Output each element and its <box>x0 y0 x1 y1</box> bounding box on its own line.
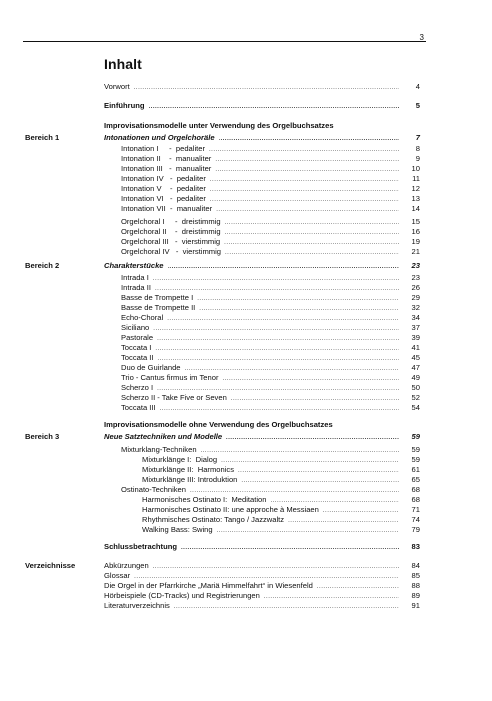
toc-leader-dots <box>216 205 399 215</box>
toc-entry-page: 4 <box>415 82 420 91</box>
toc-entry-title: Mixturklänge I: Dialog <box>142 455 218 464</box>
section-label-bereich-2: Bereich 2 <box>25 261 60 270</box>
toc-entry-title: Echo-Choral <box>121 313 164 322</box>
toc-entry[interactable] <box>121 303 420 313</box>
toc-entry[interactable] <box>104 133 420 143</box>
toc-entry[interactable] <box>104 561 420 571</box>
toc-entry-title: Scherzo II - Take Five or Seven <box>121 393 227 402</box>
toc-entry-page: 68 <box>411 495 420 504</box>
toc-entry-page: 8 <box>415 144 420 153</box>
toc-entry-page: 23 <box>411 273 420 282</box>
page-title: Inhalt <box>104 56 142 72</box>
toc-entry-page: 7 <box>415 133 420 142</box>
toc-entry-title: Intonation V - pedaliter <box>121 184 206 193</box>
toc-entry-title: Intonationen und Orgelchoräle <box>104 133 215 142</box>
toc-entry-title: Intonation VII - manualiter <box>121 204 213 213</box>
toc-entry-page: 39 <box>411 333 420 342</box>
toc-entry-page: 74 <box>411 515 420 524</box>
toc-leader-dots <box>225 248 399 258</box>
toc-entry[interactable] <box>104 581 420 591</box>
toc-entry-page: 41 <box>411 343 420 352</box>
toc-entry[interactable] <box>121 273 420 283</box>
toc-entry[interactable] <box>121 353 420 363</box>
toc-entry-page: 84 <box>411 561 420 570</box>
toc-entry-page: 47 <box>411 363 420 372</box>
toc-entry[interactable] <box>104 82 420 92</box>
toc-entry[interactable] <box>142 495 420 505</box>
toc-entry-title: Siciliano <box>121 323 150 332</box>
toc-leader-dots <box>181 543 399 553</box>
toc-entry[interactable] <box>104 542 420 552</box>
toc-entry-title: Intonation II - manualiter <box>121 154 212 163</box>
toc-entry[interactable] <box>104 101 420 111</box>
toc-entry-title: Basse de Trompette II <box>121 303 196 312</box>
toc-entry-page: 68 <box>411 485 420 494</box>
toc-entry[interactable] <box>121 144 420 154</box>
toc-entry[interactable] <box>121 343 420 353</box>
page-number: 3 <box>419 33 424 42</box>
toc-entry-title: Abkürzungen <box>104 561 149 570</box>
toc-entry[interactable] <box>104 571 420 581</box>
toc-entry[interactable] <box>121 154 420 164</box>
toc-entry-title: Mixturklänge III: Introduktion <box>142 475 238 484</box>
toc-entry-page: 29 <box>411 293 420 302</box>
toc-entry-title: Harmonisches Ostinato I: Meditation <box>142 495 267 504</box>
toc-entry[interactable] <box>121 373 420 383</box>
toc-entry-page: 34 <box>411 313 420 322</box>
toc-entry-page: 14 <box>411 204 420 213</box>
toc-entry[interactable] <box>121 227 420 237</box>
toc-entry-page: 5 <box>415 101 420 110</box>
toc-entry[interactable] <box>104 591 420 601</box>
toc-entry-page: 12 <box>411 184 420 193</box>
toc-entry-page: 91 <box>411 601 420 610</box>
toc-entry[interactable] <box>121 164 420 174</box>
toc-entry[interactable] <box>104 601 420 611</box>
header-rule <box>23 41 426 42</box>
toc-entry-title: Intonation III - manualiter <box>121 164 212 173</box>
toc-entry[interactable] <box>121 283 420 293</box>
section-label-bereich-3: Bereich 3 <box>25 432 60 441</box>
toc-entry-title: Mixturklang-Techniken <box>121 445 197 454</box>
toc-entry[interactable] <box>121 403 420 413</box>
toc-entry-title: Harmonisches Ostinato II: une approche à Messiaen <box>142 505 319 514</box>
toc-entry[interactable] <box>121 313 420 323</box>
toc-entry-title: Hörbeispiele (CD-Tracks) und Registrierungen <box>104 591 260 600</box>
toc-entry[interactable] <box>142 515 420 525</box>
toc-entry[interactable] <box>121 194 420 204</box>
toc-entry[interactable] <box>121 363 420 373</box>
toc-entry[interactable] <box>142 455 420 465</box>
toc-entry[interactable] <box>104 261 420 271</box>
toc-entry-title: Toccata II <box>121 353 154 362</box>
toc-entry[interactable] <box>121 204 420 214</box>
toc-entry-title: Orgelchoral I - dreistimmig <box>121 217 221 226</box>
toc-entry[interactable] <box>121 217 420 227</box>
toc-entry-title: Einführung <box>104 101 145 110</box>
toc-leader-dots <box>160 404 399 414</box>
toc-entry-title: Toccata III <box>121 403 156 412</box>
toc-entry-title: Ostinato-Techniken <box>121 485 187 494</box>
toc-entry-page: 83 <box>411 542 420 551</box>
toc-entry-title: Intrada I <box>121 273 149 282</box>
toc-entry[interactable] <box>121 247 420 257</box>
toc-entry-page: 59 <box>411 445 420 454</box>
toc-entry[interactable] <box>121 237 420 247</box>
toc-entry-page: 19 <box>411 237 420 246</box>
toc-entry-title: Orgelchoral IV - vierstimmig <box>121 247 222 256</box>
heading-ohne-orgelbuchsatz: Improvisationsmodelle ohne Verwendung des Orgelbuchsatzes <box>104 420 333 429</box>
toc-entry-title: Pastorale <box>121 333 154 342</box>
toc-entry-title: Intrada II <box>121 283 151 292</box>
toc-entry-page: 23 <box>411 261 420 270</box>
toc-entry[interactable] <box>121 323 420 333</box>
toc-entry-title: Duo de Guirlande <box>121 363 181 372</box>
toc-entry-title: Intonation I - pedaliter <box>121 144 206 153</box>
toc-leader-dots <box>217 526 399 536</box>
toc-entry-title: Mixturklänge II: Harmonics <box>142 465 234 474</box>
toc-entry-page: 59 <box>411 455 420 464</box>
toc-leader-dots <box>226 433 399 443</box>
toc-entry-page: 54 <box>411 403 420 412</box>
toc-entry[interactable] <box>121 485 420 495</box>
toc-entry-page: 32 <box>411 303 420 312</box>
toc-entry-title: Neue Satztechniken und Modelle <box>104 432 223 441</box>
toc-entry[interactable] <box>142 505 420 515</box>
toc-entry[interactable] <box>121 184 420 194</box>
toc-entry-title: Toccata I <box>121 343 152 352</box>
toc-entry-page: 71 <box>411 505 420 514</box>
toc-leader-dots <box>174 602 399 612</box>
section-label-bereich-1: Bereich 1 <box>25 133 60 142</box>
toc-entry[interactable] <box>104 432 420 442</box>
toc-entry-title: Glossar <box>104 571 131 580</box>
toc-entry-page: 88 <box>411 581 420 590</box>
toc-entry-page: 50 <box>411 383 420 392</box>
toc-entry-page: 9 <box>415 154 420 163</box>
toc-entry[interactable] <box>121 174 420 184</box>
toc-entry-title: Vorwort <box>104 82 130 91</box>
toc-entry-page: 26 <box>411 283 420 292</box>
toc-entry-page: 10 <box>411 164 420 173</box>
toc-entry-title: Charakterstücke <box>104 261 164 270</box>
toc-entry[interactable] <box>121 445 420 455</box>
toc-leader-dots <box>149 102 400 112</box>
toc-entry-page: 59 <box>411 432 420 441</box>
toc-entry[interactable] <box>121 293 420 303</box>
toc-leader-dots <box>134 83 399 93</box>
toc-entry-title: Orgelchoral II - dreistimmig <box>121 227 221 236</box>
toc-entry-page: 65 <box>411 475 420 484</box>
toc-entry-title: Rhythmisches Ostinato: Tango / Jazzwaltz <box>142 515 285 524</box>
toc-leader-dots <box>168 262 399 272</box>
toc-entry-page: 13 <box>411 194 420 203</box>
toc-entry-page: 49 <box>411 373 420 382</box>
toc-entry-title: Trio - Cantus firmus im Tenor <box>121 373 219 382</box>
toc-entry-page: 37 <box>411 323 420 332</box>
toc-entry[interactable] <box>121 383 420 393</box>
toc-entry-title: Walking Bass: Swing <box>142 525 213 534</box>
toc-entry[interactable] <box>121 333 420 343</box>
toc-entry-title: Die Orgel in der Pfarrkirche „Mariä Himmelfahrt“ in Wiesenfeld <box>104 581 313 590</box>
toc-entry-page: 89 <box>411 591 420 600</box>
toc-entry[interactable] <box>142 475 420 485</box>
toc-leader-dots <box>219 134 399 144</box>
toc-entry-page: 79 <box>411 525 420 534</box>
toc-entry-title: Scherzo I <box>121 383 154 392</box>
toc-entry-page: 11 <box>412 174 420 183</box>
toc-entry-title: Basse de Trompette I <box>121 293 194 302</box>
toc-entry-page: 85 <box>411 571 420 580</box>
toc-entry-page: 61 <box>411 465 420 474</box>
toc-entry-title: Orgelchoral III - vierstimmig <box>121 237 221 246</box>
toc-entry-page: 21 <box>411 247 420 256</box>
toc-entry[interactable] <box>142 525 420 535</box>
section-label-verzeichnisse: Verzeichnisse <box>25 561 76 570</box>
toc-entry-title: Literaturverzeichnis <box>104 601 170 610</box>
heading-mit-orgelbuchsatz: Improvisationsmodelle unter Verwendung des Orgelbuchsatzes <box>104 121 334 130</box>
toc-entry[interactable] <box>121 393 420 403</box>
toc-entry-page: 16 <box>411 227 420 236</box>
toc-entry-page: 52 <box>411 393 420 402</box>
toc-entry[interactable] <box>142 465 420 475</box>
toc-entry-page: 45 <box>411 353 420 362</box>
toc-entry-page: 15 <box>411 217 420 226</box>
toc-entry-title: Intonation VI - pedaliter <box>121 194 206 203</box>
toc-entry-title: Schlussbetrachtung <box>104 542 177 551</box>
toc-entry-title: Intonation IV - pedaliter <box>121 174 206 183</box>
